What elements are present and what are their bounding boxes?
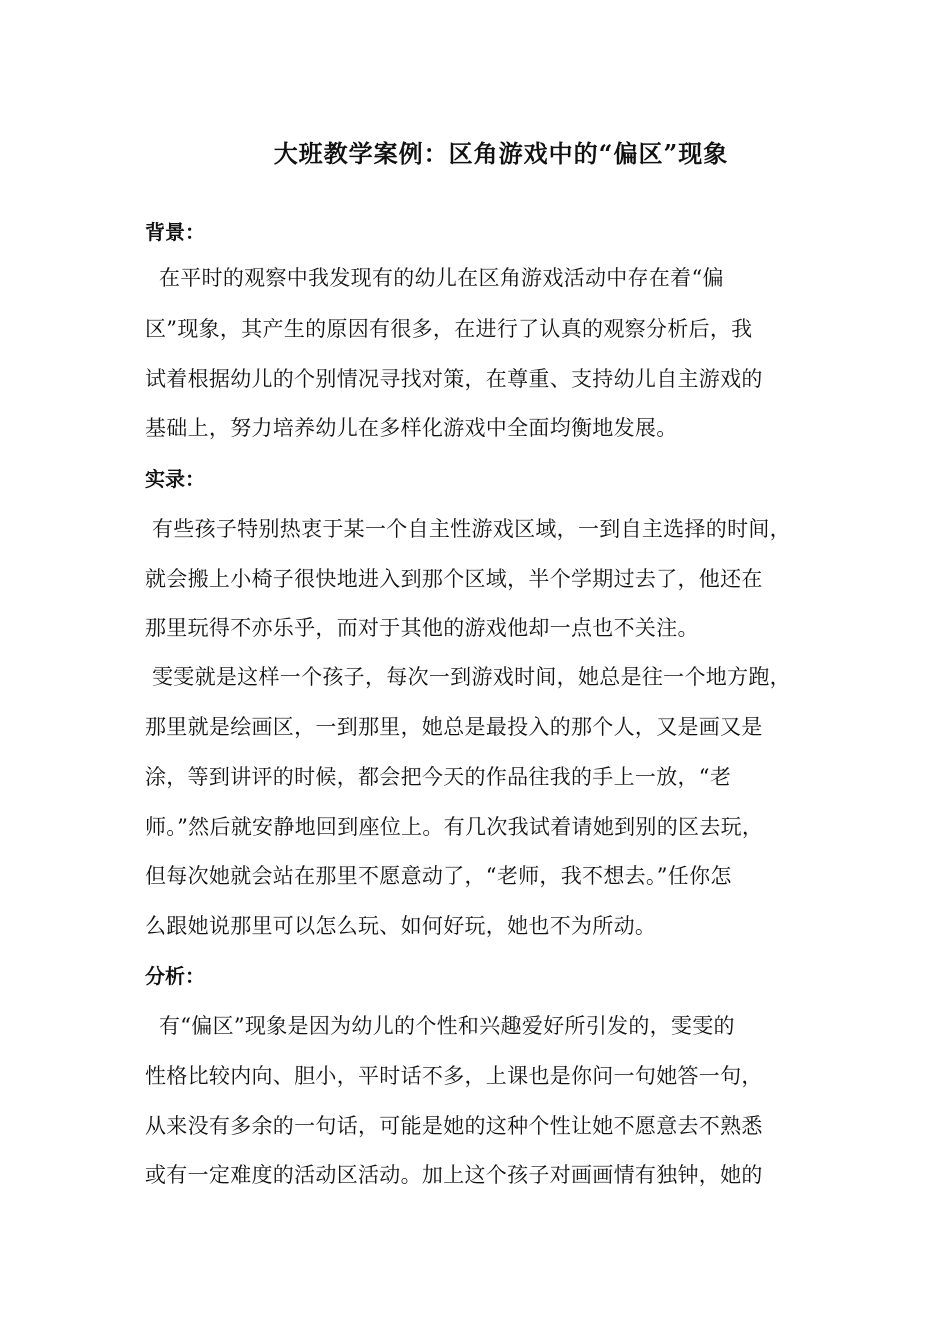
paragraph-line: 有“偏区”现象是因为幼儿的个性和兴趣爱好所引发的，雯雯的: [145, 1014, 735, 1038]
paragraph-line: 就会搬上小椅子很快地进入到那个区域，半个学期过去了，他还在: [145, 567, 763, 591]
paragraph-line: 但每次她就会站在那里不愿意动了，“老师，我不想去。”任你怎: [145, 864, 732, 888]
paragraph-line: 么跟她说那里可以怎么玩、如何好玩，她也不为所动。: [145, 914, 657, 938]
paragraph-line: 基础上，努力培养幼儿在多样化游戏中全面均衡地发展。: [145, 416, 678, 440]
paragraph-line: 雯雯就是这样一个孩子，每次一到游戏时间，她总是往一个地方跑，: [145, 665, 791, 689]
paragraph-line: 试着根据幼儿的个别情况寻找对策，在尊重、支持幼儿自主游戏的: [145, 367, 763, 391]
paragraph-line: 在平时的观察中我发现有的幼儿在区角游戏活动中存在着“偏: [145, 266, 724, 290]
section-heading-background: 背景：: [145, 220, 205, 244]
paragraph-line: 那里就是绘画区，一到那里，她总是最投入的那个人，又是画又是: [145, 715, 763, 739]
paragraph-line: 性格比较内向、胆小，平时话不多，上课也是你问一句她答一句，: [145, 1064, 763, 1088]
paragraph-line: 区”现象，其产生的原因有很多，在进行了认真的观察分析后，我: [145, 317, 753, 341]
paragraph-line: 或有一定难度的活动区活动。加上这个孩子对画画情有独钟，她的: [145, 1163, 763, 1187]
paragraph-line: 涂，等到讲评的时候，都会把今天的作品往我的手上一放，“老: [145, 765, 732, 789]
section-heading-record: 实录：: [145, 467, 205, 491]
paragraph-line: 从来没有多余的一句话，可能是她的这种个性让她不愿意去不熟悉: [145, 1114, 763, 1138]
section-heading-analysis: 分析：: [145, 964, 205, 988]
paragraph-line: 师。”然后就安静地回到座位上。有几次我试着请她到别的区去玩，: [145, 815, 764, 839]
paragraph-line: 那里玩得不亦乐乎，而对于其他的游戏他却一点也不关注。: [145, 616, 699, 640]
document-title: 大班教学案例：区角游戏中的“偏区”现象: [273, 139, 729, 168]
paragraph-line: 有些孩子特别热衷于某一个自主性游戏区域，一到自主选择的时间，: [145, 517, 791, 541]
